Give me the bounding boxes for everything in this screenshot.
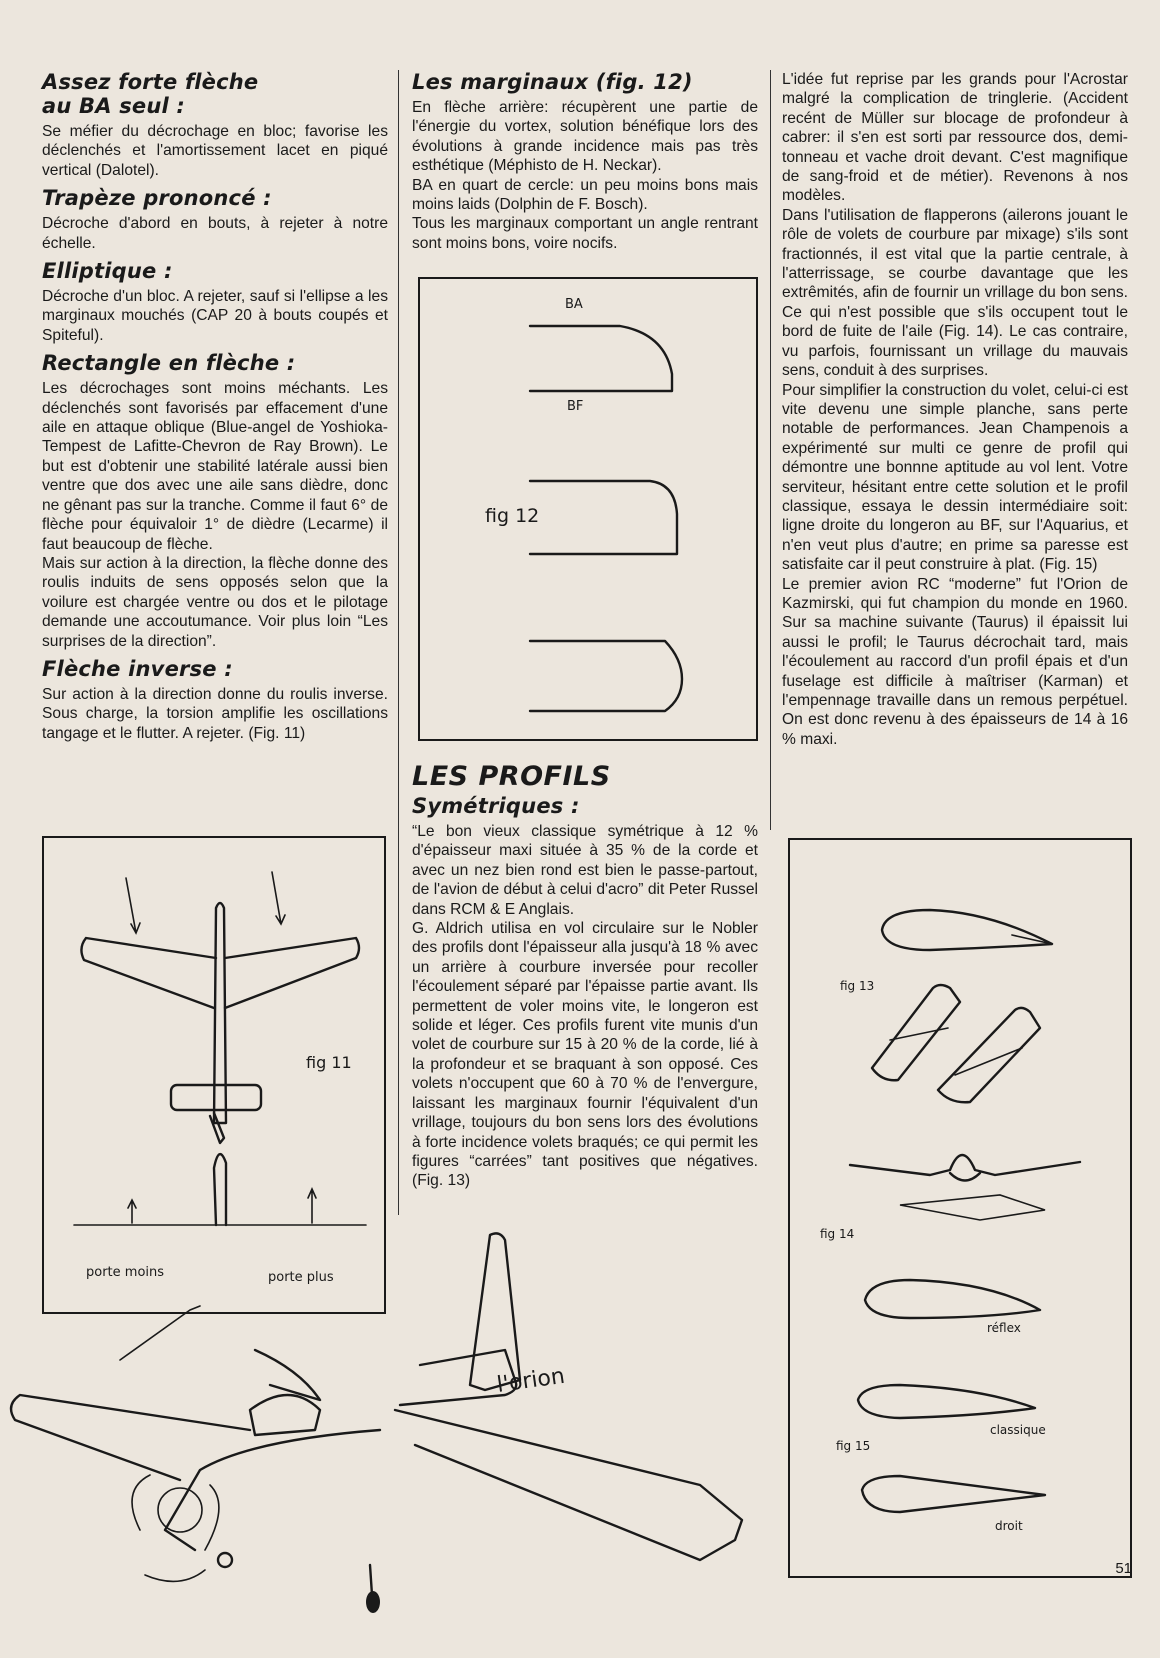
paragraph: Se méfier du décrochage en bloc; favorise les déclenchés et l'amortissement lacet en piqué vertical (Dalotel).	[42, 123, 388, 179]
arrow-porte-moins	[128, 1200, 136, 1223]
heading-elliptique: Elliptique :	[42, 259, 173, 284]
paragraph: Mais sur action à la direction, la flèche donne des roulis induits de sens opposés selon que la voilure est chargée ventre ou dos et le pilotage demande une accoutumance. Voir plus loin “Les surprises de la direction”.	[42, 554, 388, 650]
heading-symetriques: Symétriques :	[412, 794, 580, 818]
classic-profile	[858, 1385, 1035, 1418]
arrow-right	[272, 872, 285, 924]
label-ba: BA	[565, 297, 583, 312]
symmetric-profile	[882, 910, 1052, 950]
column-rule	[398, 70, 399, 1215]
rudder	[210, 1113, 224, 1143]
heading-trapeze: Trapèze prononcé :	[42, 186, 272, 211]
fuselage	[214, 903, 226, 1123]
fin-side-view	[214, 1154, 226, 1225]
paragraph: Pour simplifier la construction du volet, celui-ci est vite devenu une simple planche, sans perte notable de performances. Jean Champenois a expérimenté sur multi ce genre de profil qui démontre une bonnne aptitude au vol lent. Votre serviteur, hésitant entre cette solution et le profil classique, essaya le dessin intermédiaire soit: ligne droite du longeron au BF, sur l'Aquarius, et n'en veut plus d'autre; en prime sa paresse est satisfaite car il peut construire à plat. (Fig. 15)	[782, 381, 1128, 574]
front-view-fuselage	[950, 1173, 980, 1181]
heading-rectangle: Rectangle en flèche :	[42, 351, 296, 376]
paragraph: Les décrochages sont moins méchants. Les déclenchés sont favorisés par effacement d'une aile en attaque oblique (Blue-angel de Yoshioka-Tempest de Lafitte-Chevron de Ray Brown). Le but est d'obtenir une stabilité latérale aussi bien ventre que dos avec une aile sans dièdre, donc ne gênant pas sur la tranche. Comme il faut 6° de flèche pour équivaloir 1° de dièdre (Lecarme) il faut beaucoup de flèche.	[42, 380, 388, 553]
paragraph: Décroche d'abord en bouts, à rejeter à notre échelle.	[42, 215, 388, 252]
paragraph: Tous les marginaux comportant un angle rentrant sont moins bons, voire nocifs.	[412, 215, 758, 252]
wheel-strut	[370, 1565, 372, 1595]
fig15-label: fig 15	[836, 1439, 871, 1453]
antenna-line	[120, 1306, 200, 1360]
label-droit: droit	[995, 1519, 1023, 1533]
paragraph: BA en quart de cercle: un peu moins bons mais moins laids (Dolphin de F. Bosch).	[412, 176, 758, 214]
paragraph: Décroche d'un bloc. A rejeter, sauf si l'ellipse a les marginaux mouchés (CAP 20 à bouts coupés et Spiteful).	[42, 288, 388, 344]
column-rule	[770, 70, 771, 830]
paragraph: “Le bon vieux classique symétrique à 12 % d'épaisseur maxi située à 35 % de la corde et avec un nez bien rond est bien le passe-partout, de l'avion de début à celui d'acro” dit Peter Russel dans RCM & E Anglais.	[412, 823, 758, 918]
column-1	[42, 70, 388, 743]
front-view-aircraft	[850, 1155, 1080, 1175]
figures-13-15-drawing	[790, 840, 1130, 1576]
column-2-top	[412, 70, 758, 253]
wingtip-quarter-circle	[530, 481, 677, 554]
right-wing	[225, 938, 359, 1008]
paragraph: En flèche arrière: récupèrent une partie de l'énergie du vortex, solution bénéfique lors des évolutions à grande incidence mais pas très esthétique (Méphisto de H. Neckar).	[412, 99, 758, 175]
figure-12	[418, 277, 758, 741]
wingtip-rounded	[530, 641, 682, 711]
paragraph: Dans l'utilisation de flapperons (ailerons jouant le rôle de volets de courbure par mixage) s'ils sont fractionnés, il est vital que la partie centrale, à l'atterrissage, se courbe davantage que les extrêmités, afin de fournir un vrillage du bon sens. Ce qui n'est possible que s'ils occupent tout le bord de fuite de l'aile (Fig. 14). Le cas contraire, vu parfois, fournissant un vrillage du mauvais sens, conduit à des surprises.	[782, 206, 1128, 380]
orion-label: l'orion	[495, 1363, 567, 1398]
label-porte-moins: porte moins	[86, 1265, 165, 1280]
orion-right-wing	[395, 1410, 742, 1560]
heading-marginaux: Les marginaux (fig. 12)	[412, 70, 693, 94]
figures-13-14-15	[788, 838, 1132, 1578]
fig11-label: fig 11	[306, 1053, 352, 1072]
heading-les-profils: LES PROFILS	[412, 761, 611, 792]
profile-flap	[1012, 935, 1052, 944]
prop-arc-bottom	[145, 1570, 205, 1581]
paragraph: L'idée fut reprise par les grands pour l'Acrostar malgré la complication de tringlerie. (Accident recént de Müller sur blocage de profondeur à cabrer: il s'en est sorti par ressource dos, demi-tonneau et vache droit devant. C'est magnifique de sang-froid et de métier). Revenons à nos modèles.	[782, 71, 1128, 205]
wingtip-swept	[530, 326, 672, 391]
heading-fleche-ba: Assez forte flèche au BA seul :	[42, 70, 259, 118]
fig13-label: fig 13	[840, 979, 875, 993]
tailplane	[171, 1085, 261, 1110]
straight-profile	[862, 1476, 1045, 1512]
orion-canopy	[250, 1395, 320, 1435]
orion-fin	[470, 1233, 520, 1390]
fig12-label: fig 12	[485, 505, 540, 527]
wheel-left	[218, 1553, 232, 1567]
arrow-porte-plus	[308, 1189, 316, 1223]
wing-panel-left	[872, 985, 960, 1080]
orion-drawing	[0, 1230, 770, 1610]
shadow-scribble	[900, 1195, 1045, 1220]
label-porte-plus: porte plus	[268, 1270, 334, 1285]
fig14-label: fig 14	[820, 1227, 855, 1241]
orion-fuselage	[165, 1430, 380, 1550]
paragraph: Sur action à la direction donne du roulis inverse. Sous charge, la torsion amplifie les oscillations tangage et le flutter. A rejeter. (Fig. 11)	[42, 685, 388, 742]
paragraph: Le premier avion RC “moderne” fut l'Orion de Kazmirski, qui fut champion du monde en 1960. Sur sa machine suivante (Taurus) il épaissit lui aussi le profil; le Taurus décrochait tard, mais l'écoulement au raccord d'un profil épais et d'un fuselage est difficile à maîtriser (Karman) et l'empennage travaille dans un remous perpétuel. On est donc revenu à des épaisseurs de 14 à 16 % maxi.	[782, 575, 1128, 748]
label-bf: BF	[567, 399, 584, 414]
orion-left-wing	[11, 1395, 250, 1480]
arrow-left	[126, 878, 140, 933]
label-classique: classique	[990, 1423, 1046, 1437]
paragraph: G. Aldrich utilisa en vol circulaire sur le Nobler des profils dont l'épaisseur alla jusqu'à 18 % avec un arrière à courbure inversée pour recoller l'écoulement séparé par l'épaisse partie avant. Ils permettent de voler moins vite, le longeron est solide et léger. Ces profils furent vite munis d'un volet de courbure sur 15 à 20 % de la corde, lié à la profondeur et se braquant à son opposé. Ces volets n'occupent que 60 à 70 % de l'envergure, laissant les marginaux fournir l'équivalent d'un vrillage, toujours du bon sens lors des évolutions à forte incidence volets braqués; ce qui permit les figures “carrées” tant positives que négatives. (Fig. 13)	[412, 920, 758, 1190]
heading-inverse: Flèche inverse :	[42, 656, 233, 681]
page-number: 51	[1115, 1560, 1132, 1577]
column-3	[782, 70, 1128, 749]
orion-engine	[158, 1488, 202, 1532]
reflex-profile	[865, 1280, 1040, 1318]
label-reflex: réflex	[987, 1321, 1021, 1335]
wheel-right	[366, 1591, 380, 1613]
figure-12-drawing	[420, 279, 756, 739]
column-2-bottom	[412, 762, 758, 1191]
orion-canopy-line	[255, 1350, 320, 1400]
left-wing	[81, 938, 216, 1008]
wing-panel-right	[938, 1008, 1040, 1102]
